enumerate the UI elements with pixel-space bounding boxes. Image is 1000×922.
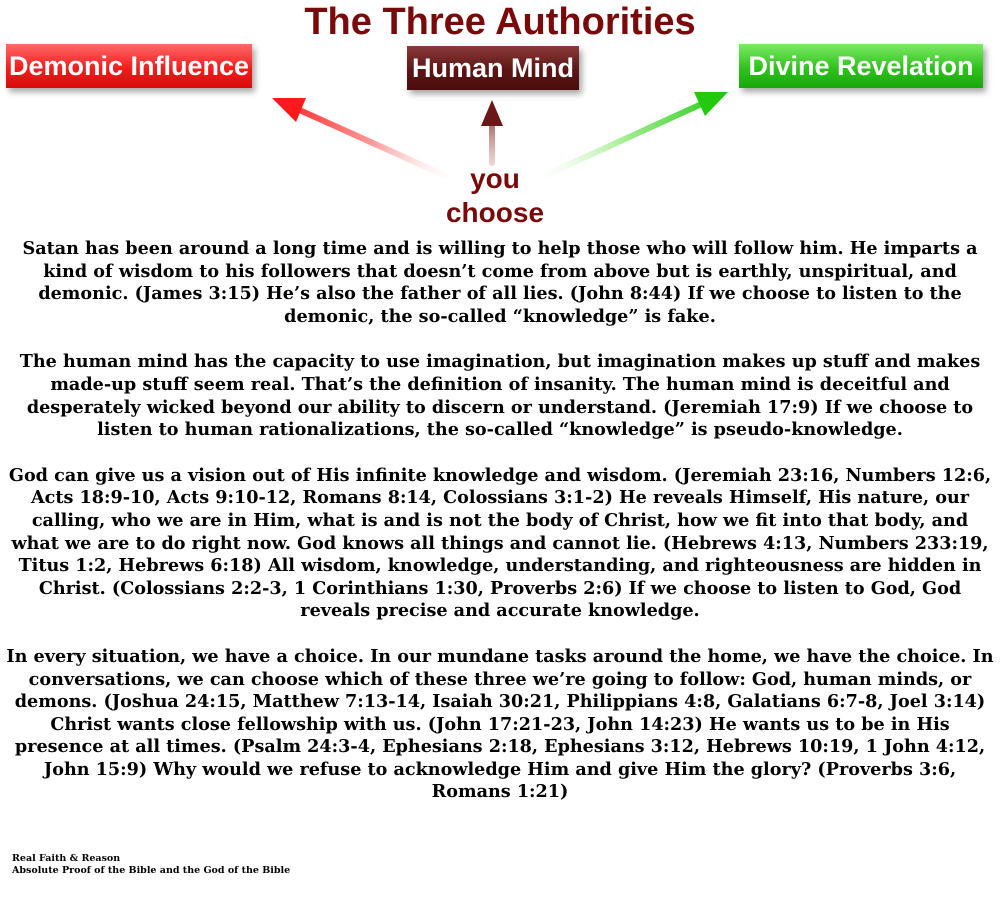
paragraph-demonic: Satan has been around a long time and is willing to help those who will follow him. He imparts a kind of wisdom to his followers that doesn’t come from above but is earthly, unspiritual, and demonic. (James 3:15) He’s also the father of all lies. (John 8:44) If we choose to listen to the demonic, the so-called “knowledge” is fake. [22, 238, 978, 327]
paragraph-choice: In every situation, we have a choice. In our mundane tasks around the home, we have the choice. In conversations, we can choose which of these three we’re going to follow: God, human minds, or demons. (Joshua 24:15, Matthew 7:13-14, Isaiah 30:21, Philippians 4:8, Galatians 6:7-8, Joel 3:14) Christ wants close fellowship with us. (John 17:21-23, John 14:23) He wants us to be in His presence at all times. (Psalm 24:3-4, Ephesians 2:18, Ephesians 3:12, Hebrews 10:19, 1 John 4:12, John 15:9) Why would we refuse to acknowledge Him and give Him the glory? (Proverbs 3:6, Romans 1:21) [6, 645, 994, 803]
human-mind-box: Human Mind [407, 46, 579, 90]
footer [12, 853, 290, 877]
demonic-influence-box: Demonic Influence [6, 44, 252, 88]
footer-tagline: Absolute Proof of the Bible and the God of the Bible [12, 865, 291, 876]
footer-site-name: Real Faith & Reason [12, 853, 121, 864]
paragraph-divine: God can give us a vision out of His infinite knowledge and wisdom. (Jeremiah 23:16, Numbers 12:6, Acts 18:9-10, Acts 9:10-12, Romans 8:14, Colossians 3:1-2) He reveals Himself, His nature, our calling, who we are in Him, what is and is not the body of Christ, how we fit into that body, and what we are to do right now. God knows all things and cannot lie. (Hebrews 4:13, Numbers 233:19, Titus 1:2, Hebrews 6:18) All wisdom, knowledge, understanding, and righteousness are hidden in Christ. (Colossians 2:2-3, 1 Corinthians 1:30, Proverbs 2:6) If we choose to listen to God, God reveals precise and accurate knowledge. [8, 464, 992, 622]
choose-text: choose [445, 197, 545, 228]
body-text [6, 238, 994, 827]
you-choose-label [420, 162, 570, 230]
arrow-up-icon [481, 100, 503, 163]
you-text: you [470, 163, 520, 194]
page-title: The Three Authorities [304, 1, 696, 43]
divine-revelation-box: Divine Revelation [739, 44, 983, 88]
paragraph-human: The human mind has the capacity to use imagination, but imagination makes up stuff and makes made-up stuff seem real. That’s the definition of insanity. The human mind is deceitful and desperately wicked beyond our ability to discern or understand. (Jeremiah 17:9) If we choose to listen to human rationalizations, the so-called “knowledge” is pseudo-knowledge. [19, 351, 981, 441]
